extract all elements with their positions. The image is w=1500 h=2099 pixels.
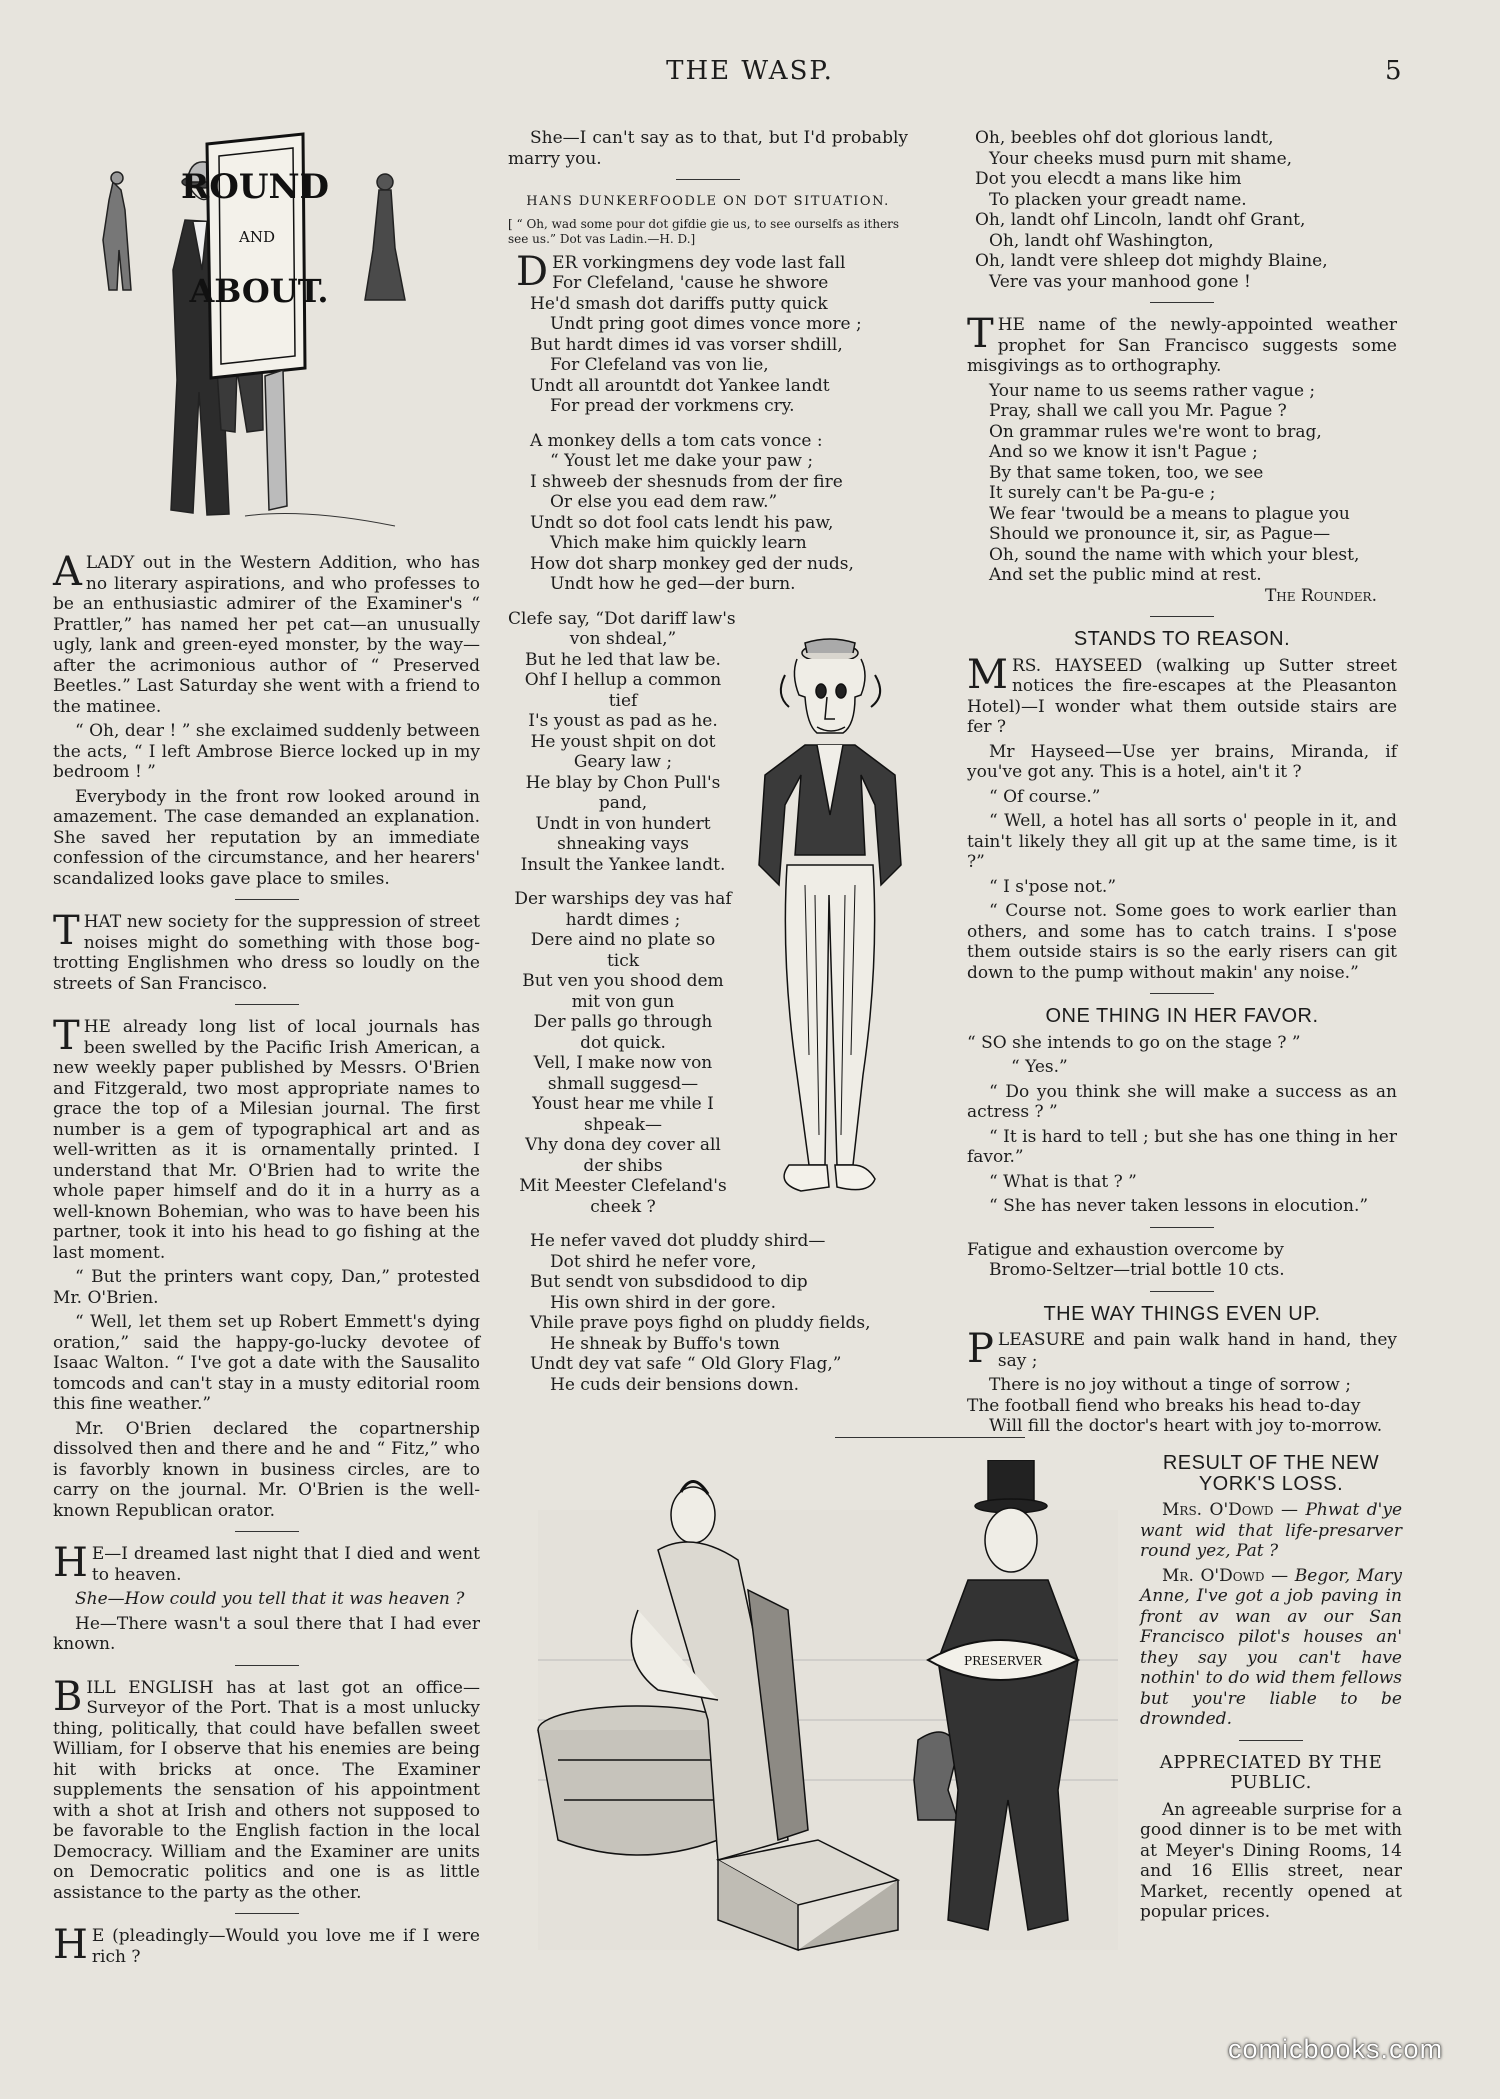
poem-line: Oh, beebles ohf dot glorious landt, xyxy=(975,128,1274,148)
society-article xyxy=(53,908,480,994)
poem-stanza-3 xyxy=(508,609,738,876)
poem-line: For Clefeland vas von lie, xyxy=(550,355,769,375)
poem-line: der shibs xyxy=(583,1155,663,1176)
heaven-article xyxy=(53,1540,480,1655)
poem-line: He blay by Chon Pull's xyxy=(525,772,721,793)
weather-article xyxy=(967,311,1397,606)
heaven-line-2: She—How could you tell that it was heaven ? xyxy=(75,1589,465,1609)
poem-line: How dot sharp monkey ged der nuds, xyxy=(530,553,854,574)
column-3 xyxy=(967,128,1397,1437)
poem-line: He nefer vaved dot pluddy shird— xyxy=(530,1231,826,1251)
poem-line: shneaking vays xyxy=(557,834,689,854)
section-divider xyxy=(676,179,740,180)
lady-paragraph-3: Everybody in the front row looked around in amazement. The case demanded an explanation. She saved her reputation by an immediate confession of the circumstance, and her hearers' scandalized looks gave place to smiles. xyxy=(53,786,480,889)
drop-cap: B xyxy=(53,1673,83,1720)
poem-line: We fear 'twould be a means to plague you xyxy=(989,503,1350,524)
section-divider xyxy=(1239,1740,1303,1741)
heading-stands-to-reason: STANDS TO REASON. xyxy=(1073,628,1291,650)
poem-line: hardt dimes ; xyxy=(565,909,681,930)
poem-line: But he led that law be. xyxy=(525,649,721,670)
rich-line: E (pleadingly—Would you love me if I were rich ? xyxy=(91,1926,480,1967)
poem-line: Oh, landt vere shleep dot mighdy Blaine, xyxy=(975,251,1328,271)
poem-line: Undt dey vat safe “ Old Glory Flag,” xyxy=(530,1354,842,1374)
poem-line: But hardt dimes id vas vorser shdill, xyxy=(530,334,843,355)
section-divider xyxy=(1150,1227,1214,1228)
poem-line: By that same token, too, we see xyxy=(989,462,1264,483)
heaven-line-1: E—I dreamed last night that I died and went to heaven. xyxy=(91,1544,480,1585)
heading-the-way-things-even-up: THE WAY THINGS EVEN UP. xyxy=(1043,1302,1321,1325)
reason-article xyxy=(967,629,1397,983)
poem-line: Undt how he ged—der burn. xyxy=(550,574,796,594)
poem-line: And set the public mind at rest. xyxy=(989,565,1262,585)
poem-line: Youst hear me vhile I xyxy=(532,1094,714,1114)
poem-line: Oh, landt ohf Lincoln, landt ohf Grant, xyxy=(975,210,1306,230)
poem-line: Insult the Yankee landt. xyxy=(520,854,726,875)
poem-line: But ven you shood dem xyxy=(522,971,724,991)
reason-paragraph-1: RS. HAYSEED (walking up Sutter street notices the fire-escapes at the Pleasanton Hotel)—I wonder what them outside stairs are fer ? xyxy=(967,655,1397,737)
society-paragraph: HAT new society for the suppression of street noises might do something with those bog-trotting Englishmen who dress so loudly on the streets of San Francisco. xyxy=(53,912,480,994)
section-divider xyxy=(235,1004,299,1005)
lady-paragraph-2: “ Oh, dear ! ” she exclaimed suddenly between the acts, “ I left Ambrose Bierce locked up in my bedroom ! ” xyxy=(53,721,480,782)
section-divider xyxy=(1150,993,1214,994)
drop-cap: M xyxy=(967,651,1008,698)
poem-line: tief xyxy=(608,690,638,711)
favor-line-1: “ SO she intends to go on the stage ? ” xyxy=(967,1032,1301,1053)
poem-line: Dot you elecdt a mans like him xyxy=(975,169,1242,189)
poem-line: shmall suggesd— xyxy=(547,1073,699,1094)
poem-line: And so we know it isn't Pague ; xyxy=(989,442,1258,462)
heading-appreciated-by-the-public: APPRECIATED BY THE PUBLIC. xyxy=(1159,1751,1383,1793)
drop-cap: A xyxy=(53,549,82,595)
poem-line: There is no joy without a tinge of sorrow ; xyxy=(989,1375,1351,1395)
poem-line: Oh, landt ohf Washington, xyxy=(989,230,1214,251)
fatigue-line: Bromo-Seltzer—trial bottle 10 cts. xyxy=(989,1260,1285,1280)
reason-paragraph-4: “ Well, a hotel has all sorts o' people in it, and tain't likely they all git up at the same time, is it ?” xyxy=(967,811,1397,872)
rich-article xyxy=(53,1922,480,1968)
poem-line: I's youst as pad as he. xyxy=(528,711,718,731)
poem-line: Clefe say, “Dot dariff law's xyxy=(508,608,736,629)
poem-line: It surely can't be Pa-gu-e ; xyxy=(989,483,1216,503)
poem-line: He youst shpit on dot xyxy=(530,731,716,752)
journals-paragraph-3: “ Well, let them set up Robert Emmett's dying oration,” said the happy-go-lucky devotee of Isaac Walton. “ I've got a date with the Sausalito tomcods and can't stay in a musty editorial room this fine weather.” xyxy=(53,1312,480,1414)
poem-stanza-2 xyxy=(508,431,908,595)
lady-paragraph-1: LADY out in the Western Addition, who has no literary aspirations, and who professes to be an enthusiastic admirer of the Examiner's “ Prattler,” has named her pet cat—an unusually ugly, lank and green-eyed monster, by the way—after the acrimonious author of “ Preserved Beetles.” Last Saturday she went with a friend to the matinee. xyxy=(53,553,480,717)
favor-line-3: “ Do you think she will make a success as an actress ? ” xyxy=(967,1081,1397,1122)
poem-line: Der palls go through xyxy=(533,1012,713,1032)
poem-line: Vhy dona dey cover all xyxy=(525,1135,721,1155)
poem-line: Your name to us seems rather vague ; xyxy=(989,380,1316,401)
poem-stanza-4 xyxy=(508,889,738,1217)
drop-cap: D xyxy=(516,248,549,295)
she-reply: She—I can't say as to that, but I'd probably marry you. xyxy=(508,128,908,169)
sign-word-round: ROUND xyxy=(180,167,330,207)
poem-line: He'd smash dot dariffs putty quick xyxy=(530,293,828,314)
section-divider xyxy=(1150,616,1214,617)
poem-line: Der warships dey vas haf xyxy=(514,889,732,909)
drop-cap: H xyxy=(53,1922,88,1968)
poem-line: Ohf I hellup a common xyxy=(524,670,722,690)
poem-stanza-1 xyxy=(508,248,908,417)
section-divider xyxy=(235,1665,299,1666)
favor-line-6: “ She has never taken lessons in elocution.” xyxy=(989,1196,1369,1216)
journals-paragraph-4: Mr. O'Brien declared the copartnership dissolved then and there and he and “ Fitz,” who is favorbly known in business circles, are to carry on the journal. Mr. O'Brien is the well-known Republican orator. xyxy=(53,1418,480,1521)
poem-line: For Clefeland, 'cause he shwore xyxy=(552,273,829,293)
poem-line: Geary law ; xyxy=(573,752,673,772)
english-article xyxy=(53,1673,480,1904)
reason-paragraph-3: “ Of course.” xyxy=(989,786,1101,807)
poem-line: tick xyxy=(606,950,640,971)
cartoon-rule xyxy=(835,1437,1025,1438)
poem-line: On grammar rules we're wont to brag, xyxy=(989,421,1322,442)
poem-title: HANS DUNKERFOODLE ON DOT SITUATION. xyxy=(526,194,890,209)
washtub-cartoon-illustration xyxy=(518,1460,1138,1960)
weather-paragraph: HE name of the newly-appointed weather prophet for San Francisco suggests some misgivings as to orthography. xyxy=(967,315,1397,376)
poem-epigraph: [ “ Oh, wad some pour dot gifdie gie us, to see ourselfs as ithers see us.” Dot vas Ladin.—H. D.] xyxy=(508,216,900,246)
poem-line: Will fill the doctor's heart with joy to-morrow. xyxy=(989,1416,1383,1436)
drop-cap: T xyxy=(53,1013,80,1059)
column-1 xyxy=(53,549,480,1971)
reason-paragraph-2: Mr Hayseed—Use yer brains, Miranda, if you've got any. This is a hotel, ain't it ? xyxy=(967,741,1397,782)
round-and-about-illustration xyxy=(95,130,425,530)
poem-line: Vhich make him quickly learn xyxy=(550,533,807,553)
poem-line: A monkey dells a tom cats vonce : xyxy=(530,430,823,451)
poem-line: For pread der vorkmens cry. xyxy=(550,396,795,416)
section-divider xyxy=(235,1913,299,1914)
poem-line: Vere vas your manhood gone ! xyxy=(989,271,1251,292)
poem-line: Or else you ead dem raw.” xyxy=(550,492,778,512)
heading-result-of-the-new-yorks-loss: RESULT OF THE NEW YORK'S LOSS. xyxy=(1162,1452,1380,1495)
even-line: LEASURE and pain walk hand in hand, they say ; xyxy=(997,1330,1397,1371)
poem-line: dot quick. xyxy=(580,1032,666,1053)
signature-the-rounder: The Rounder. xyxy=(1264,585,1377,606)
york-line-2: Begor, Mary Anne, I've got a job paving in front av wan av our San Francisco pilot's houses an' they say you can't have nothin' to do wid them fellows but you're liable to be drownded. xyxy=(1140,1565,1403,1729)
york-line-1: Phwat d'ye want wid that life-presarver round yez, Pat ? xyxy=(1140,1500,1403,1561)
poem-line: shpeak— xyxy=(583,1114,663,1135)
poem-line: Mit Meester Clefeland's xyxy=(519,1176,727,1196)
drop-cap: P xyxy=(967,1326,994,1372)
reason-paragraph-6: “ Course not. Some goes to work earlier than others, and some has to catch trains. I s'pose them outside stairs is so the early risers can git down to the pump without makin' any noise.” xyxy=(967,901,1397,983)
reason-paragraph-5: “ I s'pose not.” xyxy=(989,876,1117,897)
poem-line: His own shird in der gore. xyxy=(550,1292,777,1313)
journals-paragraph-2: “ But the printers want copy, Dan,” protested Mr. O'Brien. xyxy=(53,1267,480,1308)
favor-line-5: “ What is that ? ” xyxy=(989,1171,1137,1192)
lady-article xyxy=(53,549,480,889)
poem-line: Pray, shall we call you Mr. Pague ? xyxy=(989,401,1287,421)
section-divider xyxy=(1150,302,1214,303)
favor-line-2: “ Yes.” xyxy=(1011,1057,1068,1077)
poem-line: Should we pronounce it, sir, as Pague— xyxy=(989,524,1331,544)
poem-line: von shdeal,” xyxy=(569,629,677,649)
poem-line: Oh, sound the name with which your blest, xyxy=(989,544,1360,565)
page-number: 5 xyxy=(1385,56,1402,86)
dunkerfoodle-figure-illustration xyxy=(745,635,915,1235)
poem-line: pand, xyxy=(598,793,648,813)
public-article xyxy=(1140,1753,1402,1923)
sign-word-and: AND xyxy=(239,228,275,246)
poem-line: Undt all arountdt dot Yankee landt xyxy=(530,375,830,396)
poem-stanza-5 xyxy=(508,1231,908,1395)
watermark: comicbooks.com xyxy=(1228,2034,1444,2064)
drop-cap: T xyxy=(53,908,80,954)
poem-line: cheek ? xyxy=(590,1196,656,1217)
column-3-bottom xyxy=(1140,1447,1402,1927)
poem-stanza-6 xyxy=(967,128,1397,292)
poem-line: “ Youst let me dake your paw ; xyxy=(550,451,814,471)
poem-line: Vhile prave poys fighd on pluddy fields, xyxy=(530,1313,871,1333)
poem-line: I shweeb der shesnuds from der fire xyxy=(530,471,843,492)
poem-line: He shneak by Buffo's town xyxy=(550,1333,780,1354)
drop-cap: T xyxy=(967,311,994,357)
poem-line: Dere aind no plate so xyxy=(530,930,716,950)
section-divider xyxy=(235,899,299,900)
journals-paragraph-1: HE already long list of local journals has been swelled by the Pacific Irish American, a new weekly paper published by Messrs. O'Brien and Fitzgerald, two most appropriate names to grace the top of a Milesian journal. The first number is a gem of typographical art and as well-written as it is ornamentally printed. I understand that Mr. O'Brien had to write the whole paper himself and do it in a hurry as a well-known Bohemian, who was to have been his partner, took it into his head to go fishing at the last moment. xyxy=(53,1017,480,1263)
poem-line: Undt pring goot dimes vonce more ; xyxy=(550,314,862,334)
drop-cap: H xyxy=(53,1540,88,1586)
heaven-line-3: He—There wasn't a soul there that I had ever known. xyxy=(53,1613,480,1654)
favor-article xyxy=(967,1006,1397,1217)
poem-line: To placken your greadt name. xyxy=(989,189,1247,210)
poem-line: Your cheeks musd purn mit shame, xyxy=(989,148,1293,169)
preserver-label: PRESERVER xyxy=(964,1654,1042,1668)
poem-line: The football fiend who breaks his head to-day xyxy=(967,1395,1361,1416)
york-article xyxy=(1140,1453,1402,1730)
english-paragraph: ILL ENGLISH has at last got an office—Surveyor of the Port. That is a most unlucky thing, politically, that could have befallen sweet William, for I observe that his enemies are being hit with bricks at once. The Examiner supplements the sensation of his appointment with a shot at Irish and others not supposed to be favorable to the English faction in the local Democracy. William and the Examiner are units on Democratic politics and one is as little assistance to the party as the other. xyxy=(53,1677,480,1903)
fatigue-ad xyxy=(967,1240,1397,1281)
fatigue-line: Fatigue and exhaustion overcome by xyxy=(967,1239,1284,1260)
public-paragraph: An agreeable surprise for a good dinner is to be met with at Meyer's Dining Rooms, 14 and 16 Ellis street, near Market, recently opened at popular prices. xyxy=(1140,1799,1402,1922)
speaker-mr-odowd: Mr. O'Dowd — xyxy=(1162,1565,1289,1586)
poem-line: He cuds deir bensions down. xyxy=(550,1374,800,1395)
newspaper-masthead: THE WASP. xyxy=(666,56,834,86)
poem-line: Vell, I make now von xyxy=(533,1053,713,1073)
section-divider xyxy=(1150,1291,1214,1292)
journals-article xyxy=(53,1013,480,1521)
heading-one-thing-in-her-favor: ONE THING IN HER FAVOR. xyxy=(1045,1005,1319,1027)
speaker-mrs-odowd: Mrs. O'Dowd — xyxy=(1162,1500,1298,1520)
poem-line: But sendt von subsdidood to dip xyxy=(530,1272,808,1292)
sign-word-about: ABOUT. xyxy=(189,272,329,310)
even-article xyxy=(967,1304,1397,1437)
section-divider xyxy=(235,1531,299,1532)
favor-line-4: “ It is hard to tell ; but she has one thing in her favor.” xyxy=(967,1126,1397,1167)
poem-line: mit von gun xyxy=(571,991,675,1012)
poem-line: Undt in von hundert xyxy=(535,813,711,834)
poem-line: Undt so dot fool cats lendt his paw, xyxy=(530,512,834,533)
poem-line: Dot shird he nefer vore, xyxy=(550,1251,757,1272)
poem-line: ER vorkingmens dey vode last fall xyxy=(552,252,846,273)
